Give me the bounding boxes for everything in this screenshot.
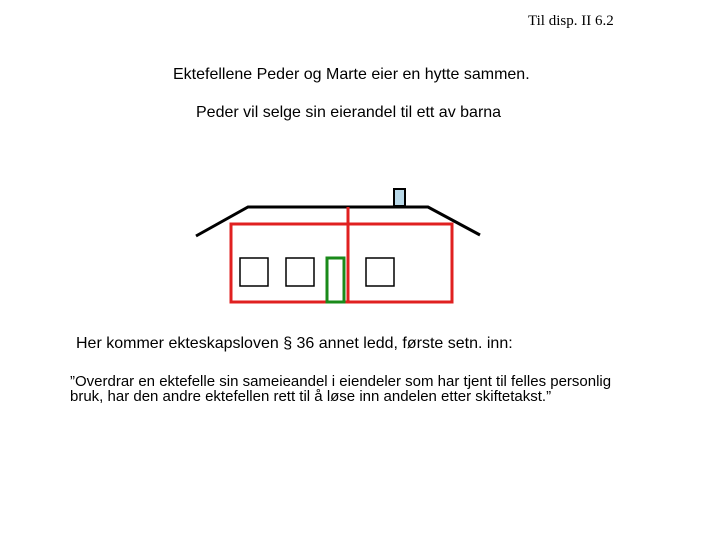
law-intro: Her kommer ekteskapsloven § 36 annet ledd, første setn. inn: xyxy=(76,335,513,352)
window-1 xyxy=(240,258,268,286)
intro-line-1: Ektefellene Peder og Marte eier en hytte sammen. xyxy=(173,66,530,83)
window-3 xyxy=(366,258,394,286)
slide-reference: Til disp. II 6.2 xyxy=(528,13,614,29)
cabin-illustration xyxy=(190,185,490,310)
cabin-walls xyxy=(231,224,452,302)
window-2 xyxy=(286,258,314,286)
law-quote: ”Overdrar en ektefelle sin sameieandel i eiendeler som har tjent til felles personlig bruk, har den andre ektefellen rett til å løse inn andelen etter skiftetakst.” xyxy=(70,373,612,405)
intro-line-2: Peder vil selge sin eierandel til ett av barna xyxy=(196,104,502,121)
chimney xyxy=(394,189,405,206)
roof xyxy=(196,207,480,236)
door xyxy=(327,258,344,302)
